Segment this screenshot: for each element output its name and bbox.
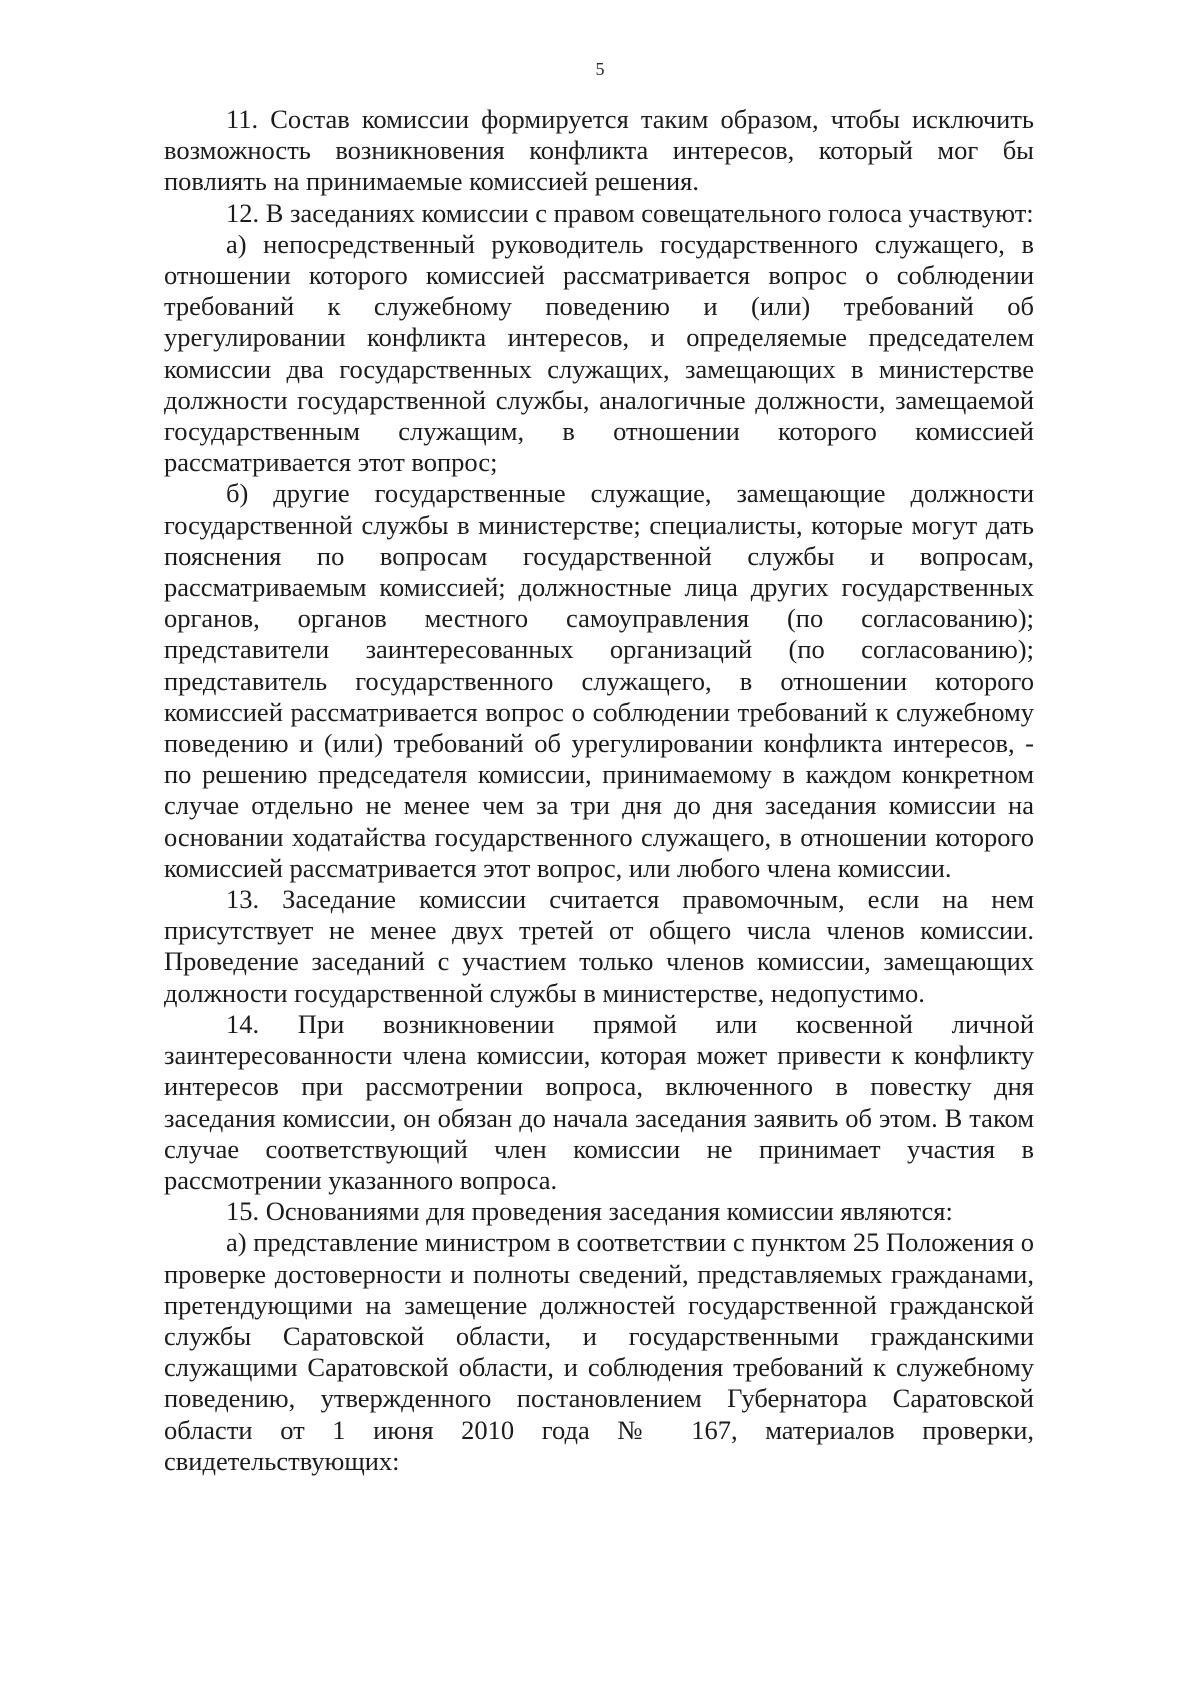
paragraph-14: 14. При возникновении прямой или косвенной личной заинтересованности члена комиссии, которая может привести к конфликту интересов при рассмотрении вопроса, включенного в повестку дня заседания комиссии, он обязан до начала заседания заявить об этом. В таком случае соответствующий член комиссии не принимает участия в рассмотрении указанного вопроса. <box>164 1008 1034 1195</box>
paragraph-12-a: а) непосредственный руководитель государственного служащего, в отношении которого комиссией рассматривается вопрос о соблюдении требований к служебному поведению и (или) требований об урегулировании конфликта интересов, и определяемые председателем комиссии два государственных служащих, замещающих в министерстве должности государственной службы, аналогичные должности, замещаемой государственным служащим, в отношении которого комиссией рассматривается этот вопрос; <box>164 228 1034 478</box>
paragraph-11: 11. Состав комиссии формируется таким образом, чтобы исключить возможность возникновения конфликта интересов, который мог бы повлиять на принимаемые комиссией решения. <box>164 104 1034 197</box>
paragraph-15: 15. Основаниями для проведения заседания комиссии являются: <box>226 1196 953 1227</box>
paragraph-15-a: а) представление министром в соответствии с пунктом 25 Положения о проверке достоверности и полноты сведений, представляемых гражданами, претендующими на замещение должностей государственной гражданской службы Саратовской области, и государственными гражданскими служащими Саратовской области, и соблюдения требований к служебному поведению, утвержденного постановлением Губернатора Саратовской области от 1 июня 2010 года № 167, материалов проверки, свидетельствующих: <box>164 1227 1034 1476</box>
page-number: 5 <box>595 59 605 79</box>
paragraph-12-b: б) другие государственные служащие, замещающие должности государственной службы в министерстве; специалисты, которые могут дать пояснения по вопросам государственной службы и вопросам, рассматриваемым комиссией; должностные лица других государственных органов, органов местного самоуправления (по согласованию); представители заинтересованных организаций (по согласованию); представитель государственного служащего, в отношении которого комиссией рассматривается вопрос о соблюдении требований к служебному поведению и (или) требований об урегулировании конфликта интересов, - по решению председателя комиссии, принимаемому в каждом конкретном случае отдельно не менее чем за три дня до дня заседания комиссии на основании ходатайства государственного служащего, в отношении которого комиссией рассматривается этот вопрос, или любого члена комиссии. <box>164 478 1034 883</box>
document-body <box>164 104 1034 1477</box>
paragraph-13: 13. Заседание комиссии считается правомочным, если на нем присутствует не менее двух третей от общего числа членов комиссии. Проведение заседаний с участием только членов комиссии, замещающих должности государственной службы в министерстве, недопустимо. <box>164 884 1034 1008</box>
paragraph-12: 12. В заседаниях комиссии с правом совещательного голоса участвуют: <box>226 197 1034 228</box>
